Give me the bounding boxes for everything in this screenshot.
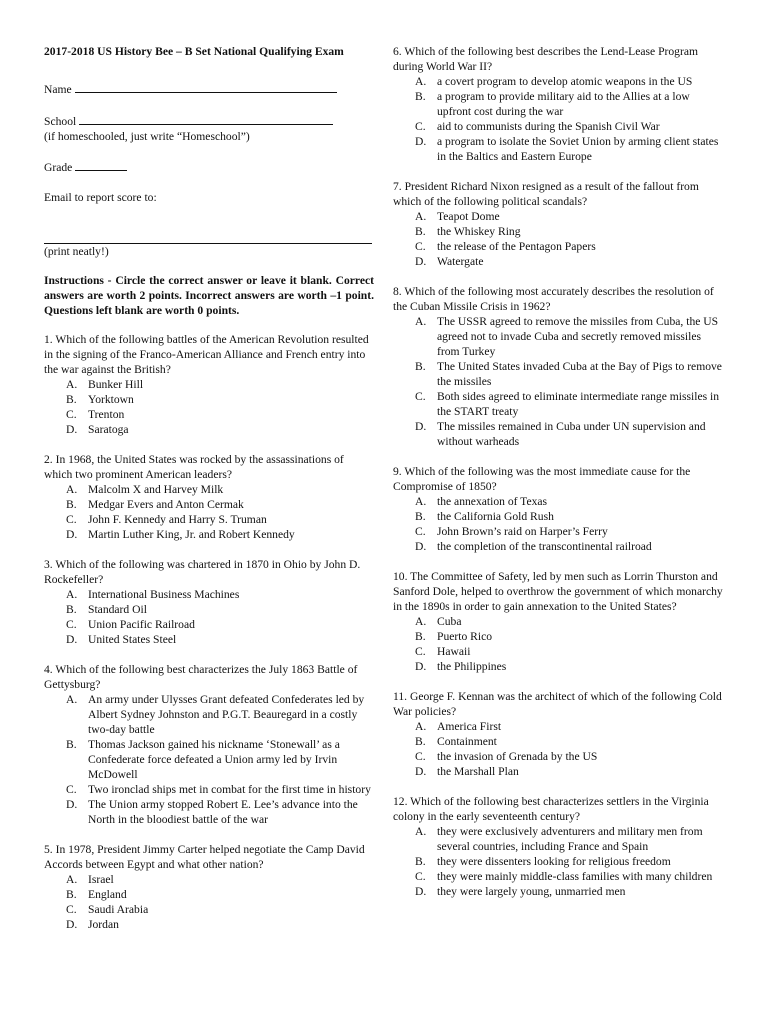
option-letter: A.	[66, 378, 78, 391]
question-11	[393, 689, 725, 779]
option-letter: D.	[415, 255, 427, 268]
question-text: 3. Which of the following was chartered in 1870 in Ohio by John D. Rockefeller?	[44, 558, 361, 586]
option-letter: A.	[66, 483, 78, 496]
option-text: a program to provide military aid to the Allies at a low upfront cost during the war	[437, 90, 690, 118]
email-label: Email to report score to:	[44, 191, 157, 204]
answer-option-d[interactable]	[44, 422, 374, 437]
answer-option-d[interactable]	[393, 659, 725, 674]
option-letter: C.	[66, 903, 77, 916]
question-text: 6. Which of the following best describes the Lend-Lease Program during World War II?	[393, 45, 698, 73]
option-text: they were largely young, unmarried men	[437, 885, 626, 898]
option-text: they were exclusively adventurers and military men from several countries, including France and Spain	[437, 825, 703, 853]
option-text: Puerto Rico	[437, 630, 493, 643]
option-text: Cuba	[437, 615, 462, 628]
option-letter: B.	[415, 735, 426, 748]
answer-options	[393, 614, 725, 674]
answer-option-b[interactable]	[44, 497, 374, 512]
option-text: the Philippines	[437, 660, 507, 673]
option-letter: A.	[415, 210, 427, 223]
email-blank[interactable]	[44, 233, 372, 244]
option-text: a covert program to develop atomic weapons in the US	[437, 75, 693, 88]
answer-option-d[interactable]	[44, 632, 374, 647]
option-text: a program to isolate the Soviet Union by arming client states in the Baltics and Eastern Europe	[437, 135, 719, 163]
option-letter: D.	[415, 135, 427, 148]
option-text: Trenton	[88, 408, 125, 421]
answer-option-a[interactable]	[393, 209, 725, 224]
answer-option-a[interactable]	[393, 74, 725, 89]
option-text: The United States invaded Cuba at the Bay of Pigs to remove the missiles	[437, 360, 722, 388]
answer-options	[393, 209, 725, 269]
option-letter: C.	[415, 240, 426, 253]
option-text: The USSR agreed to remove the missiles from Cuba, the US agreed not to invade Cuba and secretly removed missiles from Turkey	[437, 315, 719, 358]
option-letter: C.	[415, 870, 426, 883]
option-text: Saudi Arabia	[88, 903, 149, 916]
answer-option-a[interactable]	[393, 494, 725, 509]
option-text: England	[88, 888, 127, 901]
question-text: 5. In 1978, President Jimmy Carter helped negotiate the Camp David Accords between Egypt and what other nation?	[44, 843, 365, 871]
option-text: Both sides agreed to eliminate intermediate range missiles in the START treaty	[437, 390, 720, 418]
question-text: 2. In 1968, the United States was rocked by the assassinations of which two prominent American leaders?	[44, 453, 344, 481]
answer-option-d[interactable]	[393, 134, 725, 164]
option-letter: D.	[415, 660, 427, 673]
answer-options	[393, 74, 725, 164]
answer-option-d[interactable]	[393, 254, 725, 269]
answer-option-c[interactable]	[44, 512, 374, 527]
answer-option-c[interactable]	[393, 749, 725, 764]
answer-option-a[interactable]	[393, 824, 725, 854]
option-letter: A.	[415, 825, 427, 838]
question-6	[393, 44, 725, 164]
grade-label: Grade	[44, 161, 73, 174]
answer-options	[44, 377, 374, 437]
question-10	[393, 569, 725, 674]
option-text: United States Steel	[88, 633, 177, 646]
answer-option-d[interactable]	[393, 419, 725, 449]
option-letter: C.	[415, 120, 426, 133]
answer-option-b[interactable]	[393, 89, 725, 119]
answer-option-d[interactable]	[44, 797, 374, 827]
question-text: 10. The Committee of Safety, led by men such as Lorrin Thurston and Sanford Dole, helped to overthrow the government of which monarchy in the 1890s in order to gain annexation to the United States?	[393, 570, 723, 613]
answer-option-b[interactable]	[393, 854, 725, 869]
answer-option-c[interactable]	[44, 617, 374, 632]
option-text: The Union army stopped Robert E. Lee’s advance into the North in the bloodiest battle of the war	[88, 798, 358, 826]
option-letter: B.	[66, 498, 77, 511]
answer-option-b[interactable]	[393, 359, 725, 389]
answer-option-d[interactable]	[44, 917, 374, 932]
question-2	[44, 452, 374, 542]
option-text: Thomas Jackson gained his nickname ‘Stonewall’ as a Confederate force defeated a Union army led by Irvin McDowell	[88, 738, 340, 781]
option-text: the Marshall Plan	[437, 765, 519, 778]
grade-field	[44, 159, 374, 175]
answer-options	[44, 872, 374, 932]
option-text: they were dissenters looking for religious freedom	[437, 855, 671, 868]
answer-option-c[interactable]	[44, 407, 374, 422]
option-letter: D.	[66, 798, 78, 811]
answer-option-b[interactable]	[44, 887, 374, 902]
option-letter: B.	[66, 738, 77, 751]
left-question-list	[44, 332, 374, 932]
option-letter: C.	[415, 645, 426, 658]
option-text: International Business Machines	[88, 588, 240, 601]
option-letter: A.	[66, 588, 78, 601]
option-letter: C.	[415, 750, 426, 763]
option-letter: C.	[415, 525, 426, 538]
option-text: Standard Oil	[88, 603, 147, 616]
answer-options	[393, 719, 725, 779]
question-12	[393, 794, 725, 899]
option-text: Martin Luther King, Jr. and Robert Kennedy	[88, 528, 295, 541]
option-text: Yorktown	[88, 393, 134, 406]
option-text: Bunker Hill	[88, 378, 144, 391]
name-field	[44, 81, 374, 97]
option-letter: A.	[415, 615, 427, 628]
answer-options	[44, 587, 374, 647]
option-text: Israel	[88, 873, 114, 886]
option-text: An army under Ulysses Grant defeated Confederates led by Albert Sydney Johnston and P.G.T. Beauregard in a costly two-day battle	[88, 693, 365, 736]
option-letter: A.	[415, 720, 427, 733]
grade-blank[interactable]	[75, 159, 127, 171]
option-letter: C.	[415, 390, 426, 403]
school-label: School	[44, 115, 77, 128]
answer-option-c[interactable]	[44, 902, 374, 917]
option-letter: C.	[66, 618, 77, 631]
option-letter: C.	[66, 783, 77, 796]
answer-option-a[interactable]	[44, 587, 374, 602]
answer-option-a[interactable]	[44, 872, 374, 887]
school-note: (if homeschooled, just write “Homeschool”)	[44, 130, 250, 143]
question-8	[393, 284, 725, 449]
answer-option-a[interactable]	[393, 614, 725, 629]
option-text: aid to communists during the Spanish Civil War	[437, 120, 660, 133]
right-question-list	[393, 44, 725, 899]
answer-options	[44, 692, 374, 827]
option-letter: B.	[415, 360, 426, 373]
answer-option-b[interactable]	[44, 737, 374, 782]
option-text: Medgar Evers and Anton Cermak	[88, 498, 244, 511]
option-text: Malcolm X and Harvey Milk	[88, 483, 224, 496]
option-letter: D.	[415, 540, 427, 553]
option-text: John F. Kennedy and Harry S. Truman	[88, 513, 267, 526]
option-letter: D.	[415, 885, 427, 898]
answer-option-c[interactable]	[393, 119, 725, 134]
instructions: Instructions - Circle the correct answer or leave it blank. Correct answers are worth 2 points. Incorrect answers are worth –1 point. Questions left blank are worth 0 points.	[44, 274, 374, 317]
option-letter: A.	[66, 873, 78, 886]
option-text: Hawaii	[437, 645, 471, 658]
option-letter: B.	[415, 855, 426, 868]
option-text: Union Pacific Railroad	[88, 618, 195, 631]
option-text: they were mainly middle-class families with many children	[437, 870, 713, 883]
answer-options	[393, 824, 725, 899]
question-7	[393, 179, 725, 269]
answer-option-a[interactable]	[393, 314, 725, 359]
answer-option-c[interactable]	[393, 644, 725, 659]
option-letter: D.	[66, 633, 78, 646]
option-letter: D.	[415, 765, 427, 778]
option-text: the invasion of Grenada by the US	[437, 750, 598, 763]
question-text: 9. Which of the following was the most immediate cause for the Compromise of 1850?	[393, 465, 691, 493]
answer-option-d[interactable]	[393, 764, 725, 779]
option-letter: B.	[415, 90, 426, 103]
question-text: 1. Which of the following battles of the American Revolution resulted in the signing of the Franco-American Alliance and French entry into the war against the British?	[44, 333, 369, 376]
answer-option-c[interactable]	[393, 524, 725, 539]
option-text: the annexation of Texas	[437, 495, 548, 508]
answer-option-b[interactable]	[393, 629, 725, 644]
option-text: the release of the Pentagon Papers	[437, 240, 596, 253]
answer-option-d[interactable]	[393, 884, 725, 899]
answer-options	[393, 494, 725, 554]
option-text: Teapot Dome	[437, 210, 500, 223]
option-text: John Brown’s raid on Harper’s Ferry	[437, 525, 608, 538]
option-letter: D.	[66, 528, 78, 541]
answer-option-c[interactable]	[44, 782, 374, 797]
answer-option-b[interactable]	[393, 224, 725, 239]
question-5	[44, 842, 374, 932]
question-text: 7. President Richard Nixon resigned as a result of the fallout from which of the following political scandals?	[393, 180, 699, 208]
answer-option-c[interactable]	[393, 869, 725, 884]
question-4	[44, 662, 374, 827]
answer-option-a[interactable]	[44, 377, 374, 392]
answer-option-c[interactable]	[393, 239, 725, 254]
school-field	[44, 113, 374, 129]
answer-option-a[interactable]	[393, 719, 725, 734]
option-letter: B.	[415, 630, 426, 643]
right-column	[393, 44, 725, 914]
option-text: the completion of the transcontinental railroad	[437, 540, 652, 553]
question-text: 12. Which of the following best characterizes settlers in the Virginia colony in the early seventeenth century?	[393, 795, 709, 823]
answer-option-a[interactable]	[44, 482, 374, 497]
answer-option-a[interactable]	[44, 692, 374, 737]
option-letter: A.	[415, 315, 427, 328]
answer-options	[44, 482, 374, 542]
option-letter: B.	[66, 888, 77, 901]
option-text: the Whiskey Ring	[437, 225, 521, 238]
answer-option-b[interactable]	[44, 602, 374, 617]
option-letter: B.	[66, 603, 77, 616]
option-text: Containment	[437, 735, 497, 748]
option-text: Jordan	[88, 918, 119, 931]
answer-option-b[interactable]	[393, 734, 725, 749]
name-label: Name	[44, 83, 72, 96]
option-letter: A.	[66, 693, 78, 706]
option-text: America First	[437, 720, 502, 733]
option-letter: C.	[66, 408, 77, 421]
option-letter: D.	[415, 420, 427, 433]
option-text: Watergate	[437, 255, 484, 268]
answer-option-b[interactable]	[44, 392, 374, 407]
answer-options	[393, 314, 725, 449]
option-letter: D.	[66, 423, 78, 436]
option-letter: A.	[415, 75, 427, 88]
question-text: 4. Which of the following best characterizes the July 1863 Battle of Gettysburg?	[44, 663, 358, 691]
exam-title: 2017-2018 US History Bee – B Set National Qualifying Exam	[44, 45, 344, 58]
question-text: 8. Which of the following most accurately describes the resolution of the Cuban Missile Crisis in 1962?	[393, 285, 714, 313]
option-text: Two ironclad ships met in combat for the first time in history	[88, 783, 371, 796]
answer-option-d[interactable]	[44, 527, 374, 542]
option-letter: B.	[66, 393, 77, 406]
option-letter: B.	[415, 510, 426, 523]
left-column	[44, 44, 374, 947]
option-letter: C.	[66, 513, 77, 526]
question-text: 11. George F. Kennan was the architect of which of the following Cold War policies?	[393, 690, 722, 718]
answer-option-b[interactable]	[393, 509, 725, 524]
option-letter: A.	[415, 495, 427, 508]
answer-option-c[interactable]	[393, 389, 725, 419]
school-blank[interactable]	[79, 113, 333, 125]
answer-option-d[interactable]	[393, 539, 725, 554]
option-text: the California Gold Rush	[437, 510, 554, 523]
option-text: The missiles remained in Cuba under UN supervision and without warheads	[437, 420, 706, 448]
name-blank[interactable]	[75, 81, 337, 93]
email-note: (print neatly!)	[44, 245, 109, 258]
question-9	[393, 464, 725, 554]
option-letter: B.	[415, 225, 426, 238]
question-3	[44, 557, 374, 647]
option-letter: D.	[66, 918, 78, 931]
question-1	[44, 332, 374, 437]
option-text: Saratoga	[88, 423, 129, 436]
